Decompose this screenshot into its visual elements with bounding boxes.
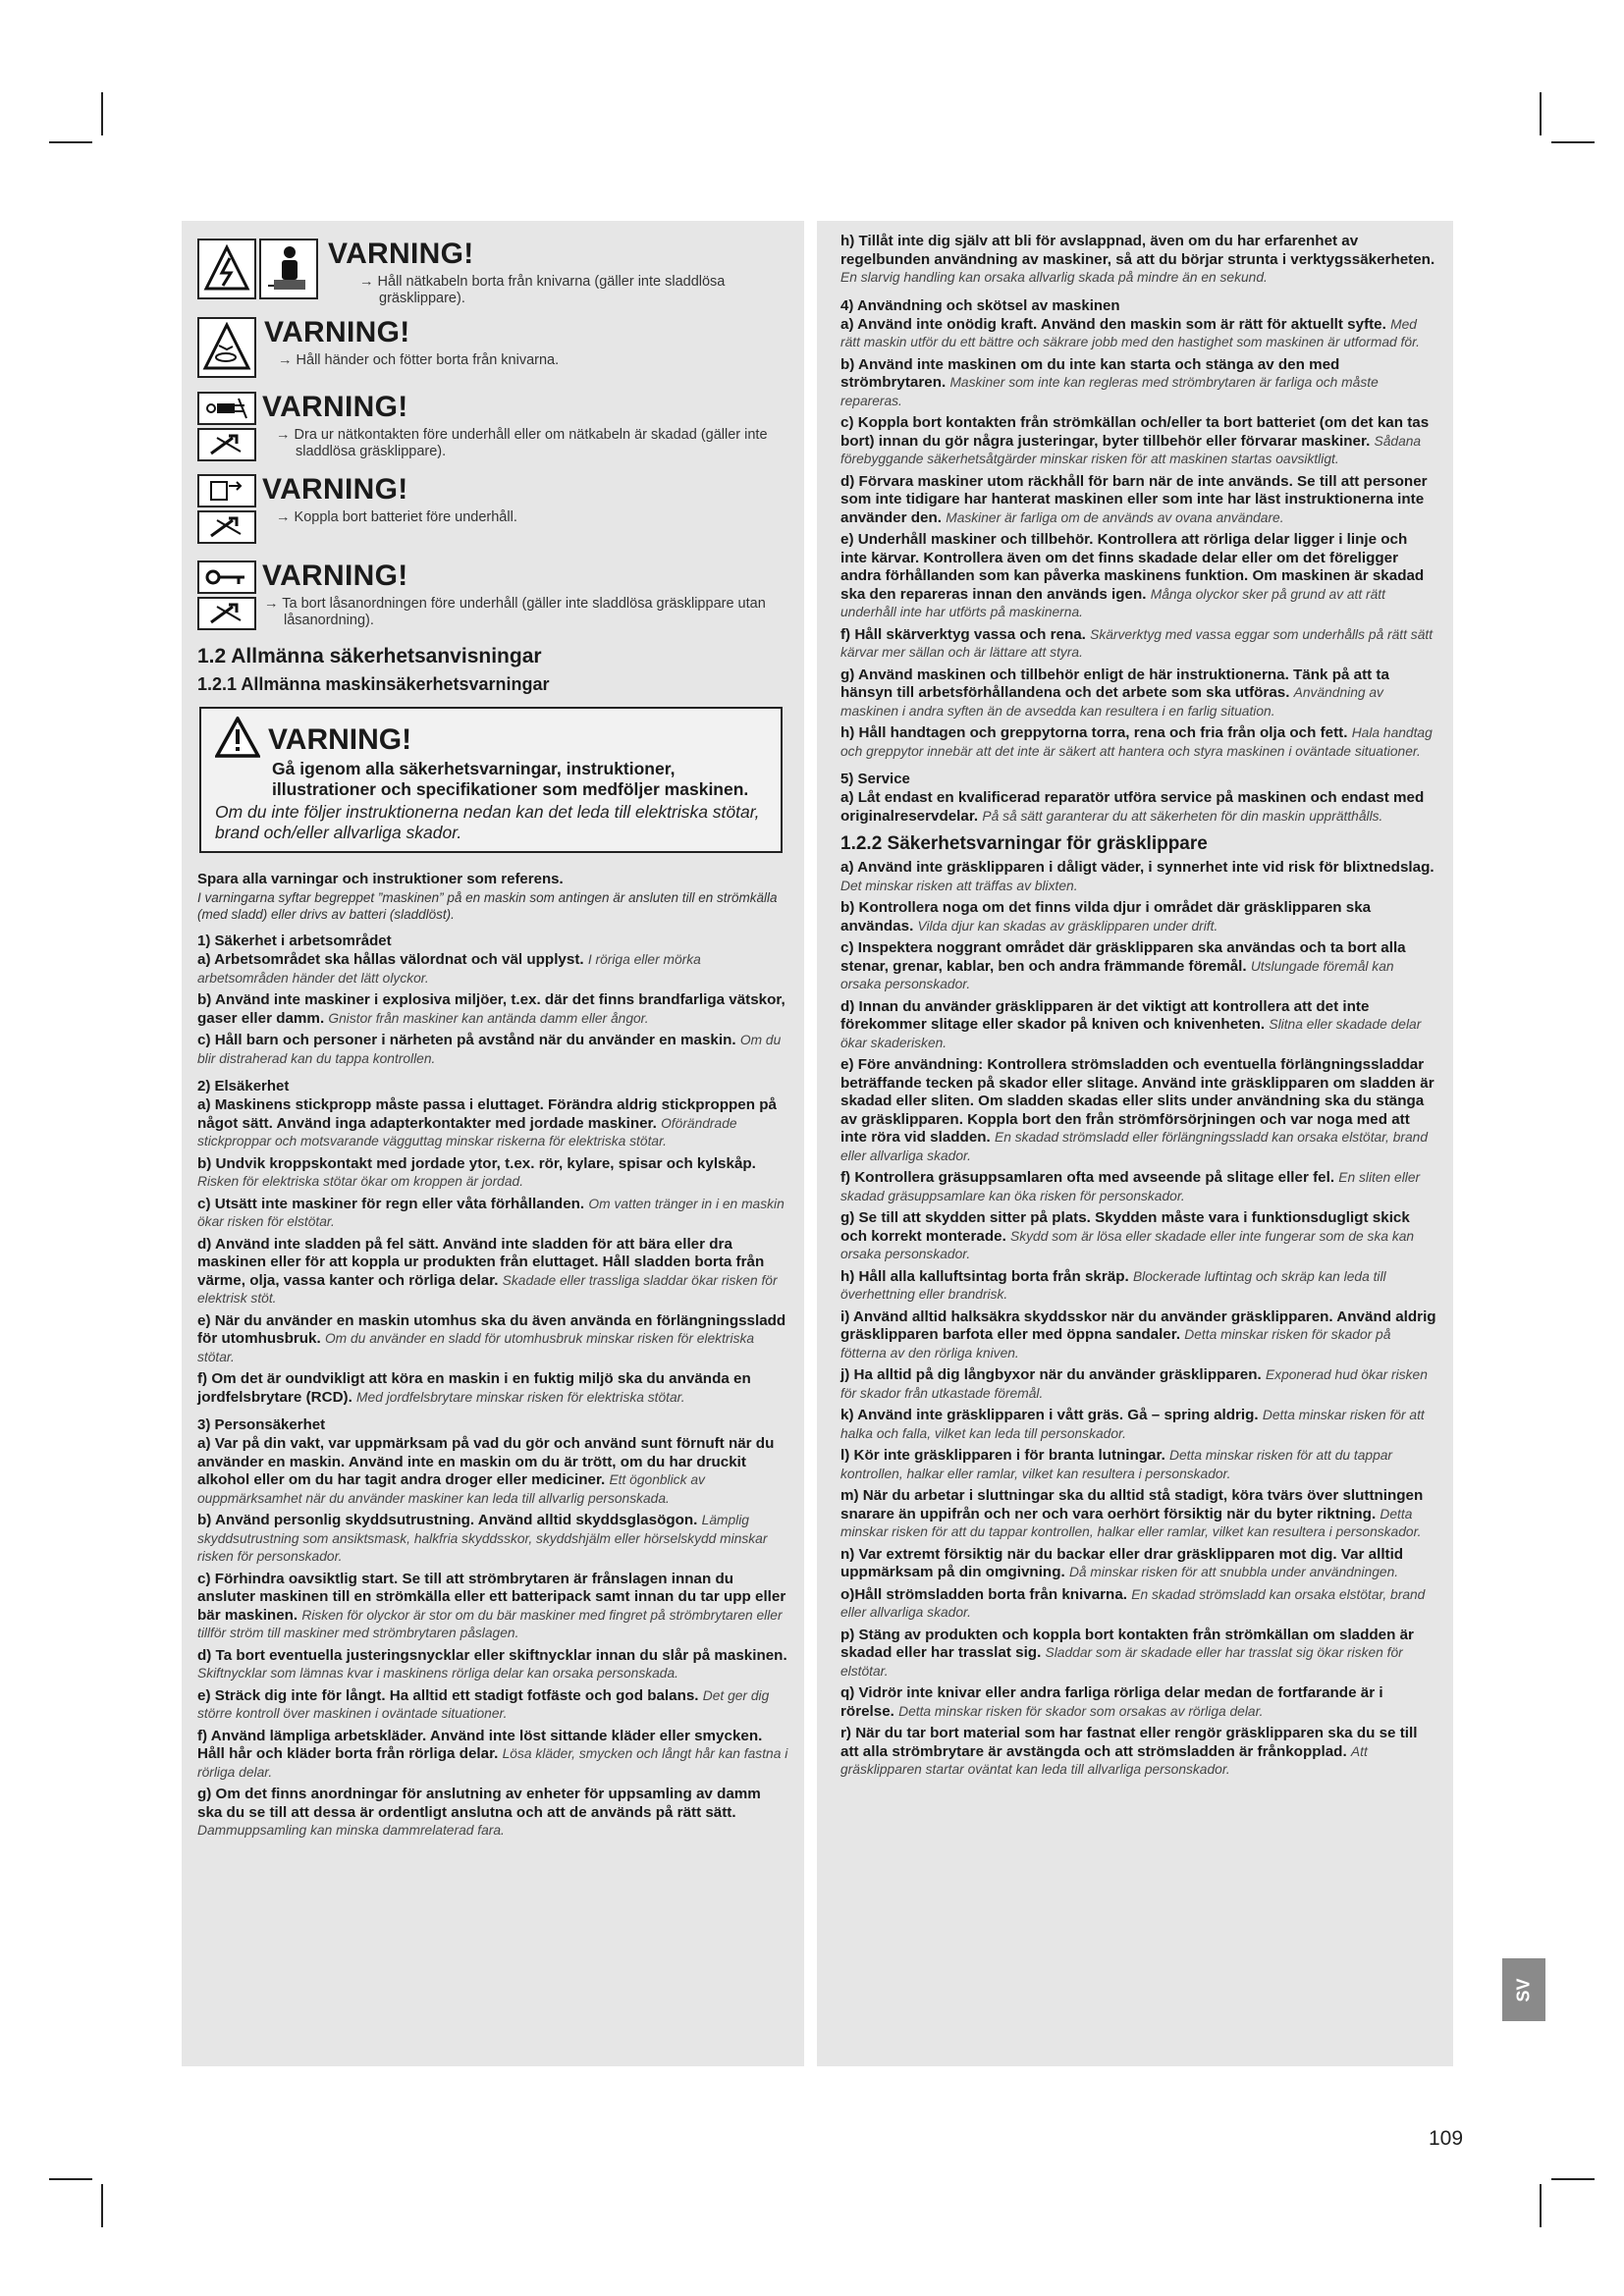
safety-item: b) Använd personlig skyddsutrustning. Använd alltid skyddsglasögon. Lämplig skyddsutrustning som ansiktsmask, halkfria skyddsskor, skyddshjälm eller hörselskydd minskar risken för personskador. [197,1512,768,1564]
safety-item: c) Förhindra oavsiktlig start. Se till att strömbrytaren är frånslagen innan du ansluter maskinen till en strömkälla eller ett batteripack samt innan du tar upp eller bär maskinen. Risken för olyckor är stor om du bär maskiner med fingret på strömbrytaren eller tillför ström till maskiner med strömbrytaren påslagen. [197,1570,786,1640]
crop-mark [101,92,103,135]
warning-title: VARNING! [262,560,408,592]
category-heading: 4) Användning och skötsel av maskinen [840,296,1120,314]
subsection-heading: 1.2.1 Allmänna maskinsäkerhetsvarningar [197,674,550,694]
crop-mark [1540,2184,1542,2227]
category-heading: 1) Säkerhet i arbetsområdet [197,933,392,949]
maintenance-icon [197,597,256,630]
safety-item: a) Använd inte gräsklipparen i dåligt väder, i synnerhet inte vid risk för blixtnedslag. Det minskar risken att träffas av blixten. [840,859,1435,893]
category-heading: 2) Elsäkerhet [197,1078,290,1095]
warning-title: VARNING! [264,316,410,348]
safety-item: g) Om det finns anordningar för anslutning av enheter för uppsamling av damm ska du se till att dessa är ordentligt anslutna och att de används på rätt sätt. Dammuppsamling kan minska dammrelaterad fara. [197,1786,761,1838]
key-remove-icon [197,561,256,594]
safety-item: a) Arbetsområdet ska hållas välordnat och väl upplyst. I röriga eller mörka arbetsområden händer det lätt olyckor. [197,951,701,986]
crop-mark [101,2184,103,2227]
warning-instruction: Gå igenom alla säkerhetsvarningar, instruktioner, illustrationer och specifikationer som medföljer maskinen. [272,759,749,799]
left-safety-sections [197,933,788,1841]
right-safety-sections [840,297,1437,827]
maintenance-icon [197,428,256,461]
warning-block [197,474,788,547]
safety-item: r) När du tar bort material som har fastnat eller rengör gräsklipparen ska du se till att alla strömbrytare är avstängda och att strömsladden är frånkopplad. Att gräsklipparen startar oväntat kan leda till allvarliga personskador. [840,1725,1418,1777]
subsection-heading: 1.2.2 Säkerhetsvarningar för gräsklippare [840,833,1208,854]
warning-text: → Håll händer och fötter borta från knivarna. [278,352,560,368]
battery-remove-icon [197,474,256,507]
safety-item: d) Ta bort eventuella justeringsnycklar eller skiftnycklar innan du slår på maskinen. Skiftnycklar som lämnas kvar i maskinens rörliga delar kan orsaka personskada. [197,1646,787,1681]
safety-item: n) Var extremt försiktig när du backar eller drar gräsklipparen mot dig. Var alltid uppmärksam på din omgivning. Då minskar risken för att snubbla under användningen. [840,1545,1404,1580]
safety-item: b) Använd inte maskinen om du inte kan starta och stänga av den med strömbrytaren. Maskiner som inte kan regleras med strömbrytaren är farliga och måste repareras. [840,355,1379,408]
safety-item: f) Kontrollera gräsuppsamlaren ofta med avseende på slitage eller fel. En sliten eller skadad gräsuppsamlare kan öka risken för personskador. [840,1169,1421,1203]
safety-item: e) Underhåll maskiner och tillbehör. Kontrollera att rörliga delar ligger i linje och inte kärvar. Kontrollera även om det finns skadade delar eller om det föreligger andra förhållanden som kan påverka maskinens funktion. Om maskinen är skadad ska den repareras innan den används igen. Många olyckor sker på grund av att rätt underhåll inte har utförts på maskinerna. [840,531,1425,619]
right-column [817,221,1453,2066]
safety-item: l) Kör inte gräsklipparen i för branta lutningar. Detta minskar risken för att du tappar kontrollen, halkar eller ramlar, vilket kan resultera i personskador. [840,1447,1393,1481]
category-heading: 5) Service [840,771,910,787]
safety-item: c) Koppla bort kontakten från strömkällan och/eller ta bort batteriet (om det kan tas bort) innan du gör några justeringar, byter tillbehör eller förvarar maskiner. Sådana förebyggande säkerhetsåtgärder minskar risken för att maskinen startas oavsiktligt. [840,414,1430,466]
safety-item: c) Inspektera noggrant området där gräsklipparen ska användas och ta bort alla stenar, grenar, kablar, ben och andra främmande föremål. Utslungade föremål kan orsaka personskador. [840,939,1406,991]
safety-item: c) Utsätt inte maskiner för regn eller våta förhållanden. Om vatten tränger in i en maskin ökar risken för elstötar. [197,1195,785,1229]
safety-item: h) Tillåt inte dig själv att bli för avslappnad, även om du har erfarenhet av regelbunden användning av maskiner, så att du börjar strunta i verktygssäkerheten. En slarvig handling kan orsaka allvarlig skada på mindre än en sekund. [840,233,1435,285]
safety-item: i) Använd alltid halksäkra skyddsskor när du använder gräsklipparen. Använd aldrig gräsklipparen barfota eller med öppna sandaler. Detta minskar risken för skador på fötterna av den rörliga kniven. [840,1308,1436,1361]
safety-item: d) Använd inte sladden på fel sätt. Använd inte sladden för att bära eller dra maskinen eller för att koppla ur produkten från eluttaget. Håll sladden borta från värme, olja, vassa kanter och rörliga delar. Skadade eller trassliga sladdar ökar risken för elektrisk stöt. [197,1235,778,1306]
safety-item: b) Kontrollera noga om det finns vilda djur i området där gräsklipparen ska användas. Vilda djur kan skadas av gräsklipparen under drift. [840,899,1372,934]
safety-item: m) När du arbetar i sluttningar ska du alltid stå stadigt, köra tvärs över sluttningen snarare än uppifrån och ner och vara oerhört försiktig när du byter riktning. Detta minskar risken för att du tappar kontrollen, halkar eller ramlar, vilket kan resultera i personskador. [840,1487,1424,1539]
warning-text: → Dra ur nätkontakten före underhåll eller om nätkabeln är skadad (gäller inte sladdlösa gräsklippare). [276,427,768,459]
warning-title: VARNING! [328,238,474,270]
reference-definition: I varningarna syftar begreppet ”maskinen” på en maskin som antingen är ansluten till en strömkälla (med sladd) eller drivs av batteri (sladdlöst). [197,890,778,922]
safety-item: d) Innan du använder gräsklipparen är det viktigt att kontrollera att det inte förekommer slitage eller skador på kniven och knivenheten. Slitna eller skadade delar ökar skaderisken. [840,997,1422,1050]
operator-hazard-icon [259,239,318,299]
crop-mark [1551,141,1595,143]
safety-item: q) Vidrör inte knivar eller andra farliga rörliga delar medan de fortfarande är i rörelse. Detta minskar risken för skador som orsakas av rörliga delar. [840,1684,1383,1720]
left-column [182,221,804,2066]
safety-item: d) Förvara maskiner utom räckhåll för barn när de inte används. Se till att personer som inte tidigare har hanterat maskinen eller som inte har läst instruktionerna inte använder den. Maskiner är farliga om de används av ovana användare. [840,472,1428,526]
warning-triangle-icon [215,717,260,763]
safety-item: b) Undvik kroppskontakt med jordade ytor, t.ex. rör, kylare, spisar och kylskåp. Risken för elektriska stötar ökar om kroppen är jordad. [197,1154,756,1189]
safety-item: c) Håll barn och personer i närheten på avstånd när du använder en maskin. Om du blir distraherad kan du tappa kontrollen. [197,1032,782,1066]
safety-item: a) Var på din vakt, var uppmärksam på vad du gör och använd sunt förnuft när du använder en maskin. Använd inte en maskin om du är trött, om du har druckit alkohol eller om du har tagit andra droger eller mediciner. Ett ögonblick av ouppmärksamhet när du använder maskiner kan leda till allvarlig personskada. [197,1435,775,1506]
crop-mark [1551,2178,1595,2180]
crop-mark [1540,92,1542,135]
safety-item: p) Stäng av produkten och koppla bort kontakten från strömkällan om sladden är skadad eller har trasslat sig. Sladdar som är skadade eller har trasslat sig ökar risken för elstötar. [840,1626,1414,1679]
safety-item: a) Använd inte onödig kraft. Använd den maskin som är rätt för aktuellt syfte. Med rätt maskin utför du ett bättre och säkrare jobb med den hastighet som maskinen är utformad för. [840,315,1420,349]
safety-item: g) Använd maskinen och tillbehör enligt de här instruktionerna. Tänk på att ta hänsyn till arbetsförhållandena och det arbete som ska utföras. Användning av maskinen i andra syften än de avsedda kan resultera i en farlig situation. [840,666,1389,719]
safety-item: a) Maskinens stickpropp måste passa i eluttaget. Förändra aldrig stickproppen på något sätt. Använd inga adapterkontakter med jordade maskiner. Oförändrade stickproppar och motsvarande vägguttag minskar riskerna för elektriska stötar. [197,1096,777,1148]
electric-shock-icon [197,239,256,299]
page-number: 109 [1429,2127,1464,2150]
warning-text: → Koppla bort batteriet före underhåll. [276,509,517,525]
maintenance-icon [197,510,256,544]
safety-item: e) Före användning: Kontrollera strömsladden och eventuella förlängningssladdar beträffande tecken på skador eller slitage. Använd inte gräsklipparen om sladden är skadad eller sliten. Om sladden skadas eller slits under användning ska du stänga av gräsklipparen. Koppla bort den från strömförsörjningen och var noga med att inte röra vid sladden. En skadad strömsladd eller förlängningssladd kan orsaka elstötar, brand eller allvarliga skador. [840,1056,1435,1163]
warning-block [197,317,788,378]
safety-item: a) Låt endast en kvalificerad reparatör utföra service på maskinen och endast med originalreservdelar. På så sätt garanterar du att säkerheten för din maskin upprätthålls. [840,789,1425,825]
safety-item: e) När du använder en maskin utomhus ska du även använda en förlängningssladd för utomhusbruk. Om du använder en sladd för utomhusbruk minskar risken för elektriska stötar. [197,1311,786,1364]
warning-block [197,561,788,633]
warning-title: VARNING! [268,722,412,756]
mower-safety-list [840,859,1437,1780]
warning-text: → Håll nätkabeln borta från knivarna (gäller inte sladdlösa gräsklippare). [359,274,726,306]
safety-item: f) Använd lämpliga arbetskläder. Använd inte löst sittande kläder eller smycken. Håll hår och kläder borta från rörliga delar. Lösa kläder, smycken och långt hår kan fastna i rörliga delar. [197,1727,788,1780]
crop-mark [49,2178,92,2180]
warning-block [197,239,788,307]
section-heading: 1.2 Allmänna säkerhetsanvisningar [197,645,542,667]
category-heading: 3) Personsäkerhet [197,1416,326,1433]
blade-hazard-icon [197,317,256,378]
safety-item: h) Håll handtagen och greppytorna torra, rena och fria från olja och fett. Hala handtag och greppytor innebär att det inte är säkert att hantera och styra maskinen i oväntade situationer. [840,724,1433,759]
crop-mark [49,141,92,143]
warning-text: → Ta bort låsanordningen före underhåll (gäller inte sladdlösa gräsklippare utan låsanordning). [264,596,766,628]
safety-item: f) Håll skärverktyg vassa och rena. Skärverktyg med vassa eggar som underhålls på rätt sätt kärvar mer sällan och är lättare att styra. [840,625,1434,660]
unplug-icon [197,392,256,425]
safety-item: k) Använd inte gräsklipparen i vått gräs. Gå – spring aldrig. Detta minskar risken för att halka och falla, vilket kan leda till personskador. [840,1407,1425,1441]
warning-title: VARNING! [262,473,408,506]
reference-note: Spara alla varningar och instruktioner som referens. [197,871,564,887]
safety-item: e) Sträck dig inte för långt. Ha alltid ett stadigt fotfäste och god balans. Det ger dig större kontroll över maskinen i oväntade situationer. [197,1686,770,1721]
language-tab: SV [1502,1958,1545,2021]
safety-item: b) Använd inte maskiner i explosiva miljöer, t.ex. där det finns brandfarliga vätskor, gaser eller damm. Gnistor från maskiner kan antända damm eller ångor. [197,991,785,1027]
safety-item: g) Se till att skydden sitter på plats. Skydden måste vara i funktionsdugligt skick och korrekt monterade. Skydd som är lösa eller skadade eller inte fungerar som de ska kan orsaka personskador. [840,1209,1415,1261]
safety-item: o)Håll strömsladden borta från knivarna. En skadad strömsladd kan orsaka elstötar, brand eller allvarliga skador. [840,1585,1426,1620]
safety-item: f) Om det är oundvikligt att köra en maskin i en fuktig miljö ska du använda en jordfelsbrytare (RCD). Med jordfelsbrytare minskar risken för elektriska stötar. [197,1370,751,1406]
warning-consequence: Om du inte följer instruktionerna nedan kan det leda till elektriska stötar, brand och/eller allvarliga skador. [215,802,760,842]
safety-item: j) Ha alltid på dig långbyxor när du använder gräsklipparen. Exponerad hud ökar risken för skador från utkastade föremål. [840,1366,1428,1401]
warning-block [197,392,788,464]
warning-title: VARNING! [262,391,408,423]
safety-item: h) Håll alla kalluftsintag borta från skräp. Blockerade luftintag och skräp kan leda till överhettning eller brandrisk. [840,1267,1386,1302]
general-warning-box [199,707,783,853]
